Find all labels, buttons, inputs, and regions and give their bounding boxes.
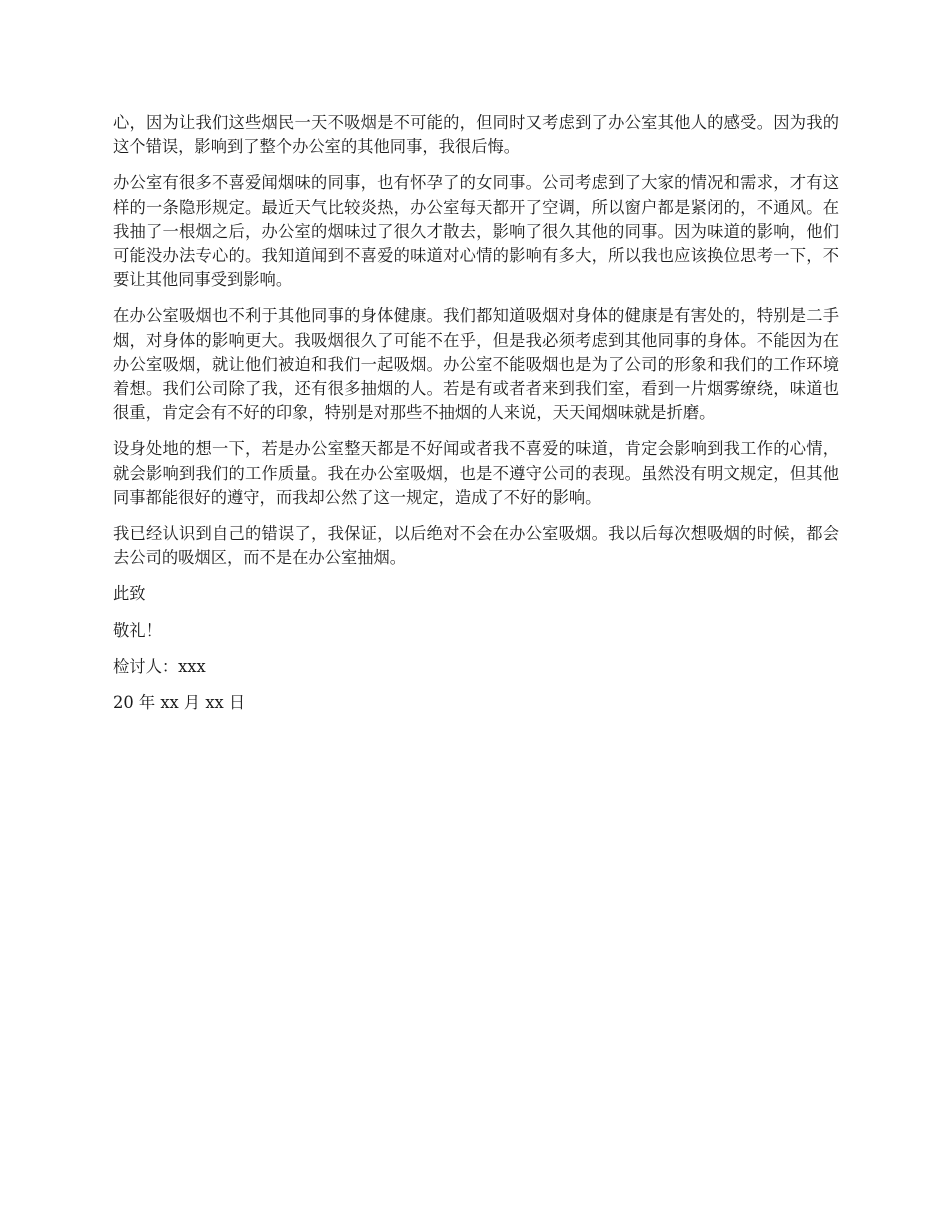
closing-regards: 敬礼！: [113, 620, 162, 640]
signer-line: 检讨人：xxx: [113, 656, 206, 676]
closing-salutation: 此致: [113, 584, 146, 604]
document-body: [113, 111, 839, 727]
paragraph-4: 设身处地的想一下，若是办公室整天都是不好闻或者我不喜爱的味道，肯定会影响到我工作的心情，就会影响到我们的工作质量。我在办公室吸烟，也是不遵守公司的表现。虽然没有明文规定，但其他同事都能很好的遵守，而我却公然了这一规定，造成了不好的影响。: [113, 439, 839, 507]
date-line: 20 年 xx 月 xx 日: [113, 693, 246, 713]
paragraph-2: 办公室有很多不喜爱闻烟味的同事，也有怀孕了的女同事。公司考虑到了大家的情况和需求，才有这样的一条隐形规定。最近天气比较炎热，办公室每天都开了空调，所以窗户都是紧闭的，不通风。在我抽了一根烟之后，办公室的烟味过了很久才散去，影响了很久其他的同事。因为味道的影响，他们可能没办法专心的。我知道闻到不喜爱的味道对心情的影响有多大，所以我也应该换位思考一下，不要让其他同事受到影响。: [113, 173, 839, 290]
paragraph-1: 心，因为让我们这些烟民一天不吸烟是不可能的，但同时又考虑到了办公室其他人的感受。因为我的这个错误，影响到了整个办公室的其他同事，我很后悔。: [113, 113, 839, 157]
paragraph-3: 在办公室吸烟也不利于其他同事的身体健康。我们都知道吸烟对身体的健康是有害处的，特别是二手烟，对身体的影响更大。我吸烟很久了可能不在乎，但是我必须考虑到其他同事的身体。不能因为在办公室吸烟，就让他们被迫和我们一起吸烟。办公室不能吸烟也是为了公司的形象和我们的工作环境着想。我们公司除了我，还有很多抽烟的人。若是有或者者来到我们室，看到一片烟雾缭绕，味道也很重，肯定会有不好的印象，特别是对那些不抽烟的人来说，天天闻烟味就是折磨。: [113, 306, 839, 423]
paragraph-5: 我已经认识到自己的错误了，我保证，以后绝对不会在办公室吸烟。我以后每次想吸烟的时候，都会去公司的吸烟区，而不是在办公室抽烟。: [113, 524, 839, 568]
